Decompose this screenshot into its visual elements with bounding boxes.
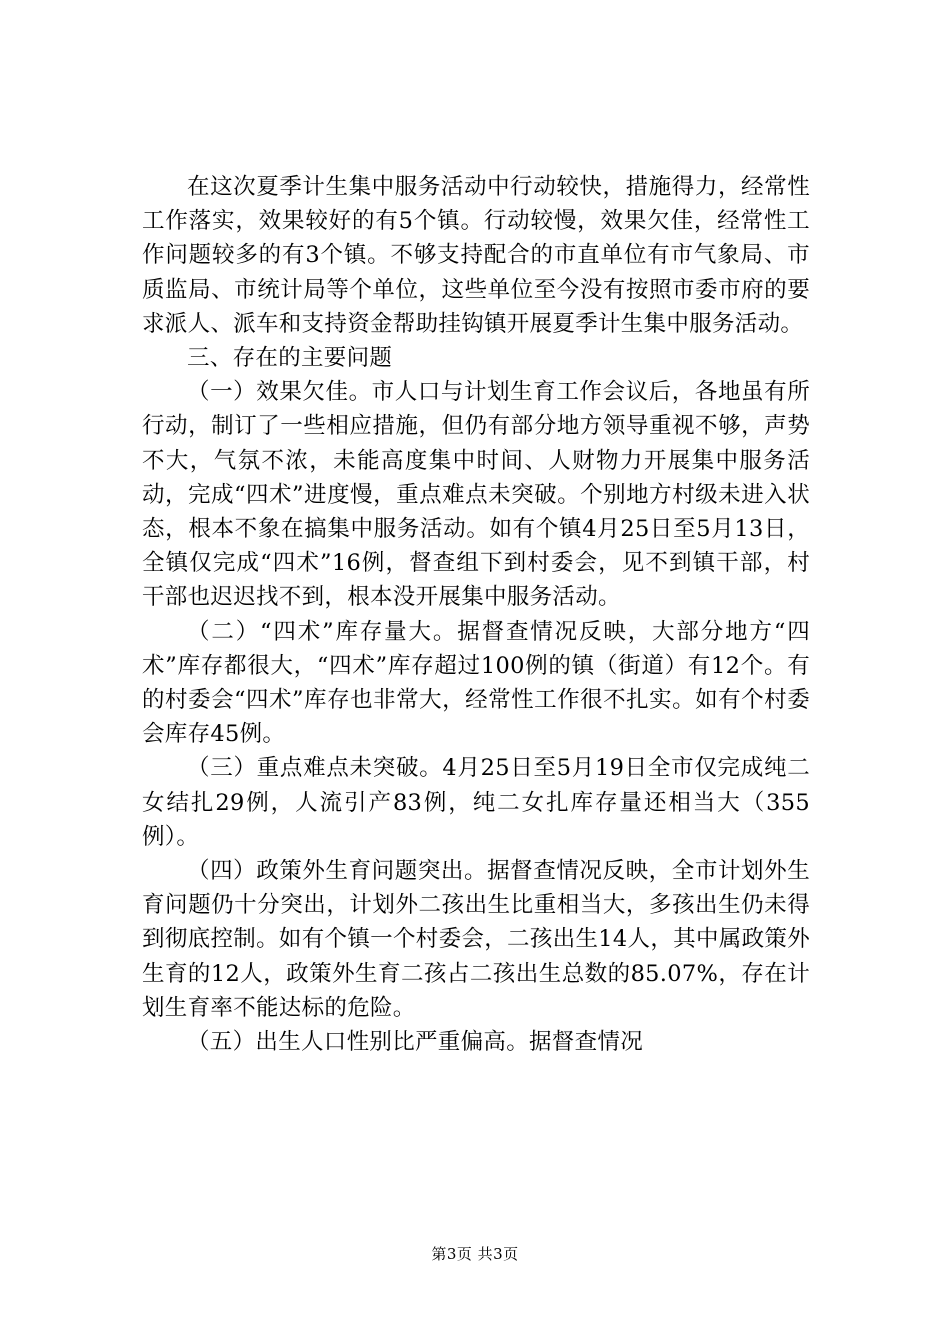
paragraph-problem-1: （一）效果欠佳。市人口与计划生育工作会议后，各地虽有所行动，制订了一些相应措施，但仍有部分地方领导重视不够，声势不大，气氛不浓，未能高度集中时间、人财物力开展集中服务活动，完成“四术”进度慢，重点难点未突破。个别地方村级未进入状态，根本不象在搞集中服务活动。如有个镇4月25日至5月13日，全镇仅完成“四术”16例，督查组下到村委会，见不到镇干部，村干部也迟迟找不到，根本没开展集中服务活动。 — [142, 379, 810, 611]
page-number-footer: 第3页 共3页 — [431, 1245, 519, 1263]
paragraph-problem-5: （五）出生人口性别比严重偏高。据督查情况 — [187, 1029, 644, 1056]
document-body — [142, 170, 810, 1059]
section-heading-main-problems: 三、存在的主要问题 — [187, 345, 393, 372]
paragraph-problem-2: （二）“四术”库存量大。据督查情况反映，大部分地方“四术”库存都很大，“四术”库存超过100例的镇（街道）有12个。有的村委会“四术”库存也非常大，经常性工作很不扎实。如有个村委会库存45例。 — [142, 618, 810, 748]
paragraph-problem-4: （四）政策外生育问题突出。据督查情况反映，全市计划外生育问题仍十分突出，计划外二孩出生比重相当大，多孩出生仍未得到彻底控制。如有个镇一个村委会，二孩出生14人，其中属政策外生育的12人，政策外生育二孩占二孩出生总数的85.07%，存在计划生育率不能达标的危险。 — [142, 858, 810, 1021]
paragraph-summary: 在这次夏季计生集中服务活动中行动较快，措施得力，经常性工作落实，效果较好的有5个镇。行动较慢，效果欠佳，经常性工作问题较多的有3个镇。不够支持配合的市直单位有市气象局、市质监局、市统计局等个单位，这些单位至今没有按照市委市府的要求派人、派车和支持资金帮助挂钩镇开展夏季计生集中服务活动。 — [142, 174, 810, 337]
paragraph-problem-3: （三）重点难点未突破。4月25日至5月19日全市仅完成纯二女结扎29例，人流引产83例，纯二女扎库存量还相当大（355例）。 — [142, 755, 810, 850]
